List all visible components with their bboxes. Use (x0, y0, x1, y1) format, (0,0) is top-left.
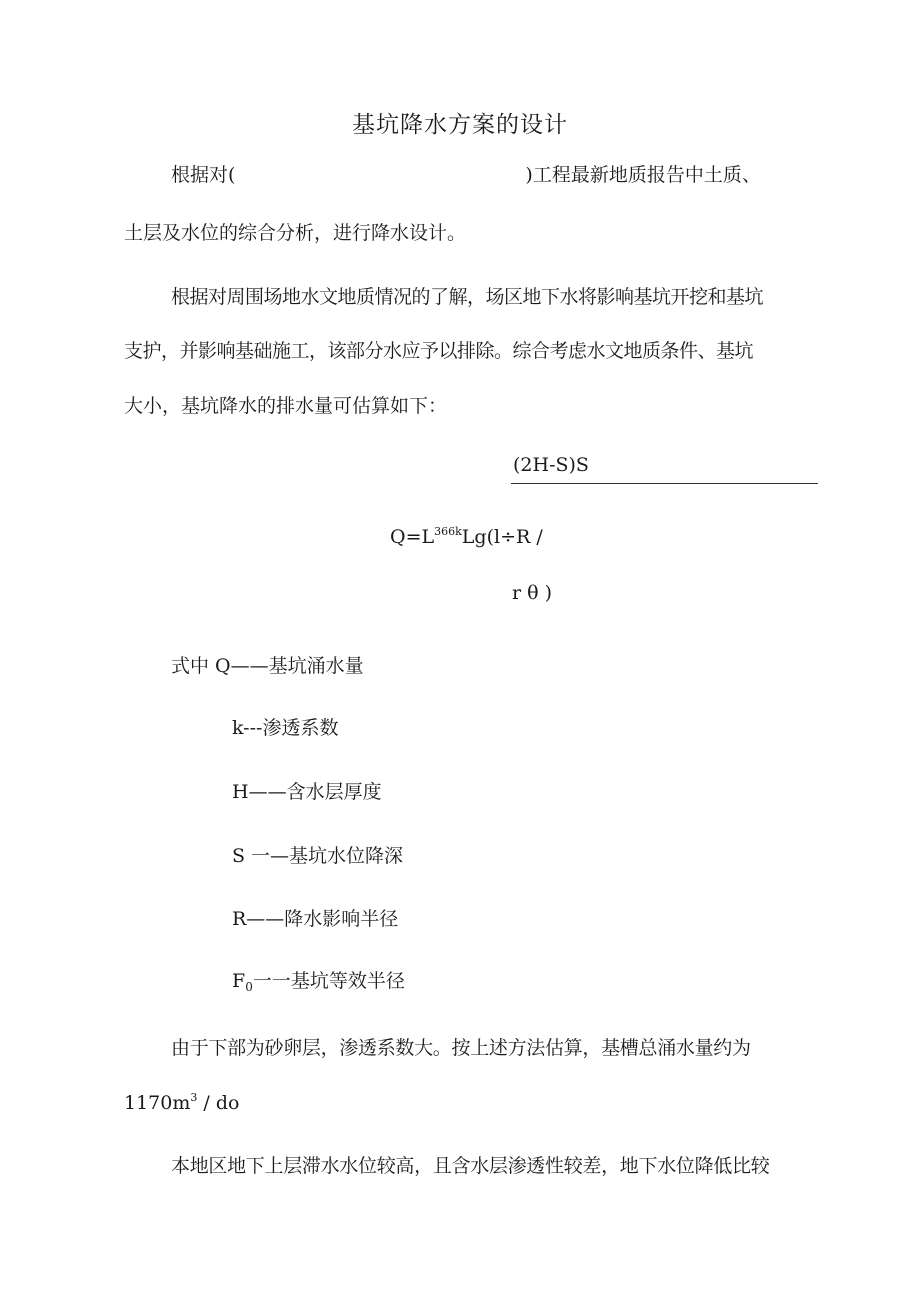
volume-unit: / do (197, 1092, 240, 1114)
intro-line-2: 土层及水位的综合分析，进行降水设计。 (124, 222, 467, 244)
legend-item: k---渗透系数 (232, 717, 339, 739)
formula-q-superscript: 366k (434, 525, 462, 538)
legend-last-text: 一一基坑等效半径 (252, 970, 405, 992)
legend-last-subscript: 0 (245, 980, 253, 994)
legend-item: R——降水影响半径 (232, 908, 399, 930)
legend-item-last (232, 970, 405, 994)
formula-fraction-rule (511, 483, 818, 484)
intro-line-1 (171, 166, 761, 185)
intro-suffix: )工程最新地质报告中土质、 (525, 164, 761, 186)
volume-exponent: 3 (190, 1091, 198, 1104)
formula-q-prefix: Q=L (390, 526, 435, 548)
legend-last-symbol: F (232, 970, 246, 992)
legend-item: H——含水层厚度 (232, 781, 382, 803)
paragraph-1-line-3: 大小，基坑降水的排水量可估算如下： (124, 395, 448, 417)
intro-prefix: 根据对( (171, 164, 236, 186)
document-title: 基坑降水方案的设计 (352, 112, 568, 138)
formula-q-rest: Lg(l÷R / (461, 526, 543, 548)
paragraph-2-line-1: 由于下部为砂卵层，渗透系数大。按上述方法估算，基槽总涌水量约为 (171, 1037, 751, 1059)
formula-numerator: (2H-S)S (513, 454, 589, 476)
formula-main (390, 525, 543, 548)
legend-item: S 一—基坑水位降深 (232, 845, 404, 867)
volume-value: 1170m (124, 1092, 191, 1114)
paragraph-1-line-1: 根据对周围场地水文地质情况的了解，场区地下水将影响基坑开挖和基坑 (171, 286, 764, 308)
paragraph-2-value (124, 1091, 240, 1114)
legend-intro: 式中 Q——基坑涌水量 (171, 655, 364, 677)
paragraph-3-line-1: 本地区地下上层滞水水位较高，且含水层渗透性较差，地下水位降低比较 (171, 1155, 770, 1177)
formula-denominator: r θ ) (512, 582, 553, 604)
paragraph-1-line-2: 支护，并影响基础施工，该部分水应予以排除。综合考虑水文地质条件、基坑 (124, 340, 754, 362)
